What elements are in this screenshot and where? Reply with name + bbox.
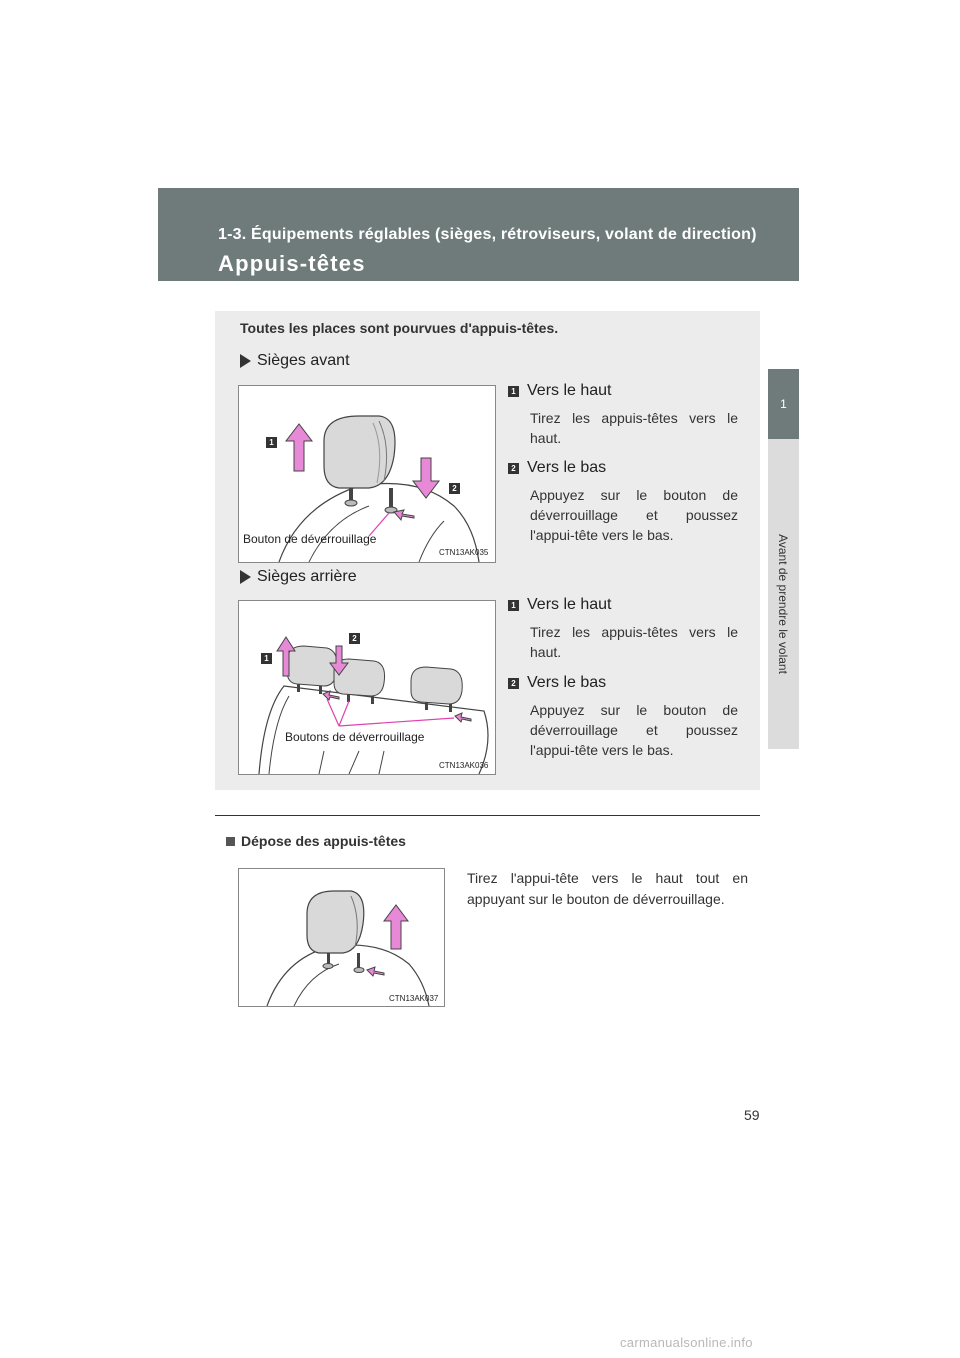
- step-1-badge-icon: 1: [261, 653, 272, 664]
- step-text: Appuyez sur le bouton de déverrouillage et poussez l'appui-tête vers le bas.: [530, 702, 738, 758]
- figure-code: CTN13AK036: [439, 761, 489, 770]
- page-number: 59: [744, 1107, 760, 1123]
- step-title: Vers le bas: [527, 674, 607, 691]
- watermark-logo: carmanualsonline.info: [620, 1335, 753, 1350]
- step-1-badge-icon: 1: [266, 437, 277, 448]
- figure-code: CTN13AK037: [389, 994, 439, 1003]
- step-number-badge-icon: 1: [508, 386, 519, 397]
- front-seats-heading-label: Sièges avant: [257, 352, 350, 369]
- step-number-badge-icon: 2: [508, 463, 519, 474]
- removal-illustration: [238, 868, 445, 1007]
- step-number-badge-icon: 2: [508, 678, 519, 689]
- rear-seats-heading-label: Sièges arrière: [257, 568, 357, 585]
- rear-step-up: [508, 596, 738, 662]
- front-headrest-illustration: [238, 385, 496, 563]
- chapter-tab-title: Avant de prendre le volant: [776, 534, 790, 674]
- chapter-tab-number: 1: [780, 397, 787, 411]
- step-title: Vers le haut: [527, 596, 612, 613]
- chapter-tab: [768, 369, 799, 439]
- release-button-label: Bouton de déverrouillage: [243, 532, 377, 546]
- removal-text: Tirez l'appui-tête vers le haut tout en appuyant sur le bouton de déverrouillage.: [467, 870, 748, 907]
- rear-step-down: [508, 674, 738, 760]
- step-2-badge-icon: 2: [449, 483, 460, 494]
- figure-code: CTN13AK035: [439, 548, 489, 557]
- chapter-heading: 1-3. Équipements réglables (sièges, rétroviseurs, volant de direction): [218, 226, 757, 243]
- step-text: Tirez les appuis-têtes vers le haut.: [530, 624, 738, 660]
- intro-text: Toutes les places sont pourvues d'appuis-têtes.: [240, 320, 559, 336]
- rear-headrest-illustration: [238, 600, 496, 775]
- step-number-badge-icon: 1: [508, 600, 519, 611]
- step-2-badge-icon: 2: [349, 633, 360, 644]
- front-step-up: [508, 382, 738, 448]
- step-text: Appuyez sur le bouton de déverrouillage et poussez l'appui-tête vers le bas.: [530, 487, 738, 543]
- step-text: Tirez les appuis-têtes vers le haut.: [530, 410, 738, 446]
- square-bullet-icon: [226, 837, 235, 846]
- step-title: Vers le bas: [527, 459, 607, 476]
- removal-heading-label: Dépose des appuis-têtes: [241, 833, 406, 849]
- step-title: Vers le haut: [527, 382, 612, 399]
- triangle-bullet-icon: [240, 354, 251, 368]
- release-buttons-label: Boutons de déverrouillage: [285, 730, 425, 744]
- triangle-bullet-icon: [240, 570, 251, 584]
- rear-seats-heading: [240, 568, 357, 586]
- front-seats-heading: [240, 352, 350, 370]
- removal-heading: [226, 833, 406, 849]
- page-title: Appuis-têtes: [218, 251, 366, 276]
- front-step-down: [508, 459, 738, 545]
- section-divider: [215, 815, 760, 816]
